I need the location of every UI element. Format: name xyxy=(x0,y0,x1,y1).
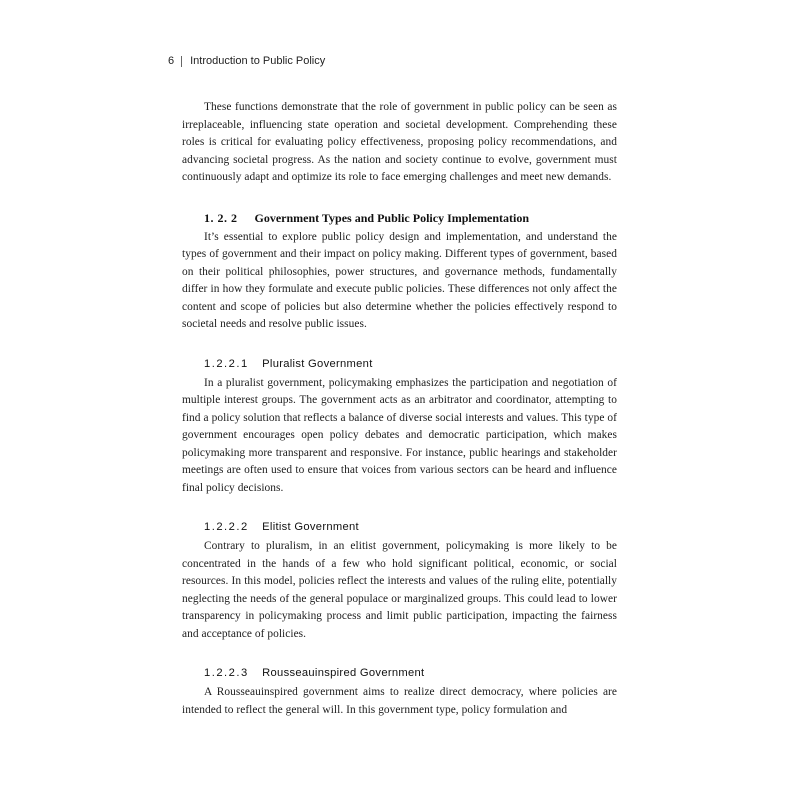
section-number: 1. 2. 2 xyxy=(204,210,238,225)
subsection-heading-rousseauinspired xyxy=(182,665,617,681)
subsection-title: Rousseauinspired Government xyxy=(262,667,425,679)
book-title: Introduction to Public Policy xyxy=(190,55,326,67)
elitist-paragraph: Contrary to pluralism, in an elitist government, policymaking is more likely to be concentrated in the hands of a few who hold significant political, economic, or social resources. In this model, policies reflect the interests and values of the ruling elite, potentially neglecting the needs of the general populace or marginalized groups. This could lead to lower transparency in policymaking process and limit public participation, impacting the fairness and acceptance of policies. xyxy=(182,540,617,640)
subsection-heading-pluralist xyxy=(182,356,617,372)
subsection-title: Pluralist Government xyxy=(262,357,373,370)
subsection-number: 1.2.2.3 xyxy=(204,667,249,679)
running-head xyxy=(168,55,325,67)
subsection-number: 1.2.2.1 xyxy=(204,357,249,370)
rousseauinspired-paragraph: A Rousseauinspired government aims to realize direct democracy, where policies are intended to reflect the general will. In this government type, policy formulation and xyxy=(182,686,617,716)
header-divider xyxy=(181,56,182,67)
page-body xyxy=(182,99,617,719)
subsection-heading-elitist xyxy=(182,519,617,535)
pluralist-paragraph: In a pluralist government, policymaking emphasizes the participation and negotiation of multiple interest groups. The government acts as an arbitrator and coordinator, attempting to find a policy solution that reflects a balance of diverse social interests and values. This type of government encourages open policy debates and democratic participation, which makes policymaking more transparent and responsive. For instance, public hearings and stakeholder meetings are often used to ensure that voices from various sectors can be heard and influence final policy decisions. xyxy=(182,376,617,494)
section-title: Government Types and Public Policy Implementation xyxy=(254,210,530,225)
section-heading-1-2-2 xyxy=(182,210,617,227)
intro-paragraph: These functions demonstrate that the role of government in public policy can be seen as irreplaceable, influencing state operation and societal development. Comprehending these roles is critical for evaluating policy effectiveness, proposing policy recommendations, and advancing societal progress. As the nation and society continue to evolve, government must continuously adapt and optimize its role to face emerging challenges and meet new demands. xyxy=(182,101,617,183)
page-number: 6 xyxy=(168,55,175,67)
section-paragraph: It’s essential to explore public policy design and implementation, and understand the types of government and their impact on policy making. Different types of government, based on their political philosophies, power structures, and governance methods, fundamentally differ in how they formulate and execute public policies. These differences not only affect the content and scope of policies but also determine whether the policies effectively respond to societal needs and resolve public issues. xyxy=(182,230,617,330)
subsection-number: 1.2.2.2 xyxy=(204,521,249,533)
subsection-title: Elitist Government xyxy=(262,521,359,533)
